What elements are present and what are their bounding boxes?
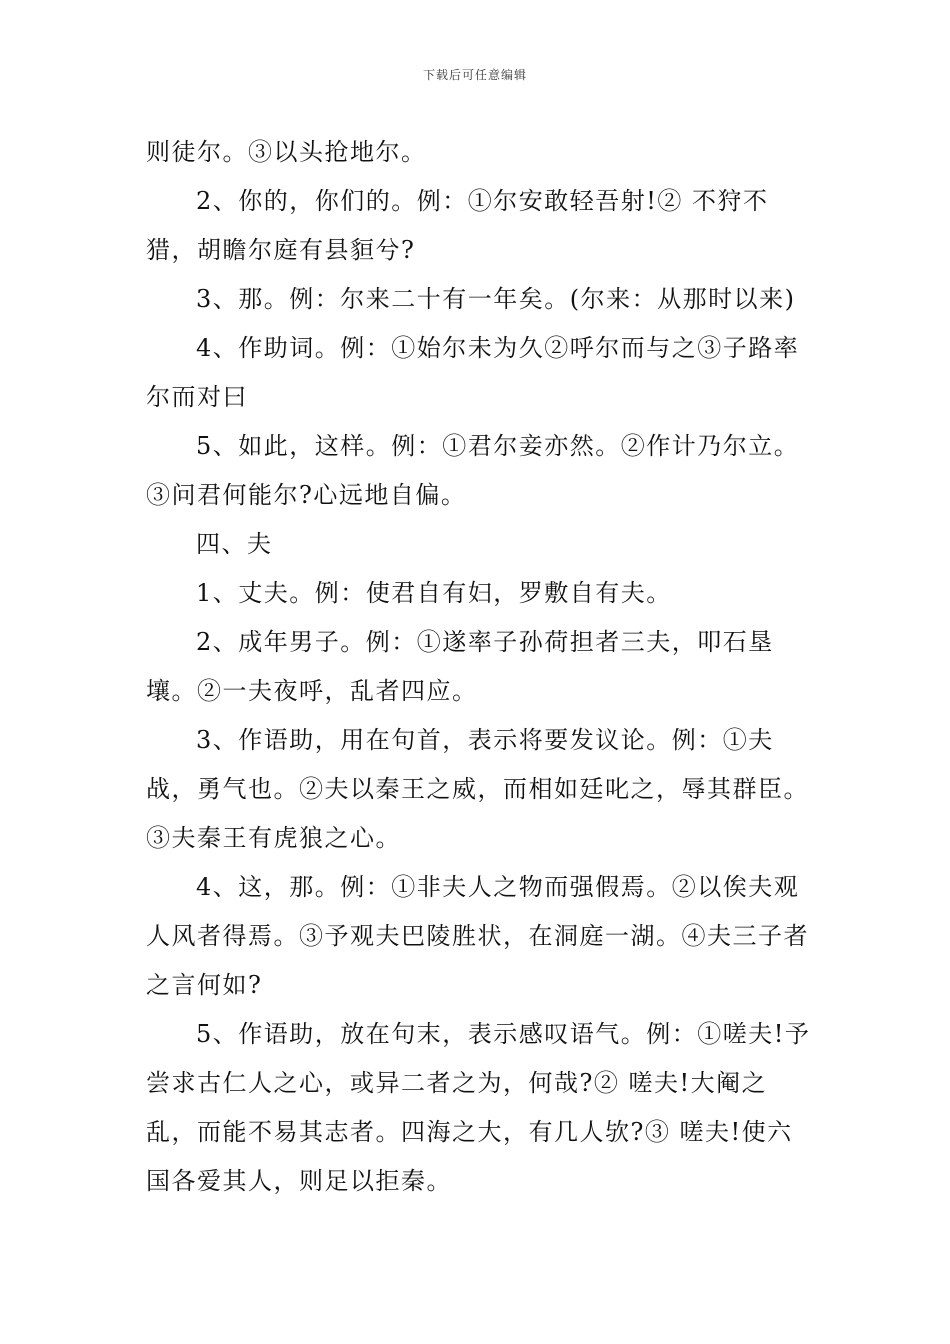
paragraph-continuation: 则徒尔。③以头抢地尔。 <box>146 138 427 166</box>
paragraph-fu-5: 5、作语助，放在句末，表示感叹语气。例：①嗟夫!予尝求古仁人之心，或异二者之为，何哉?② 嗟夫!大阉之乱，而能不易其志者。四海之大，有几人欤?③ 嗟夫!使六国各爱其人，则足以拒秦。 <box>146 1020 811 1195</box>
paragraph-fu-3: 3、作语助，用在句首，表示将要发议论。例：①夫战，勇气也。②夫以秦王之威，而相如廷叱之，辱其群臣。③夫秦王有虎狼之心。 <box>146 726 809 852</box>
section-heading-fu: 四、夫 <box>196 530 273 558</box>
paragraph-fu-2: 2、成年男子。例：①遂率子孙荷担者三夫，叩石垦壤。②一夫夜呼，乱者四应。 <box>146 628 774 705</box>
paragraph-er-3: 3、那。例：尔来二十有一年矣。(尔来：从那时以来) <box>196 285 796 313</box>
paragraph-fu-4: 4、这，那。例：①非夫人之物而强假焉。②以俟夫观人风者得焉。③予观夫巴陵胜状，在洞庭一湖。④夫三子者之言何如? <box>146 873 809 999</box>
document-body <box>146 128 816 1206</box>
paragraph-er-5: 5、如此，这样。例：①君尔妾亦然。②作计乃尔立。③问君何能尔?心远地自偏。 <box>146 432 800 509</box>
paragraph-er-4: 4、作助词。例：①始尔未为久②呼尔而与之③子路率尔而对曰 <box>146 334 800 411</box>
paragraph-er-2: 2、你的，你们的。例：①尔安敢轻吾射!② 不狩不猎，胡瞻尔庭有县貆兮? <box>146 187 769 264</box>
paragraph-fu-1: 1、丈夫。例：使君自有妇，罗敷自有夫。 <box>196 579 672 607</box>
page-header: 下载后可任意编辑 <box>422 68 527 82</box>
